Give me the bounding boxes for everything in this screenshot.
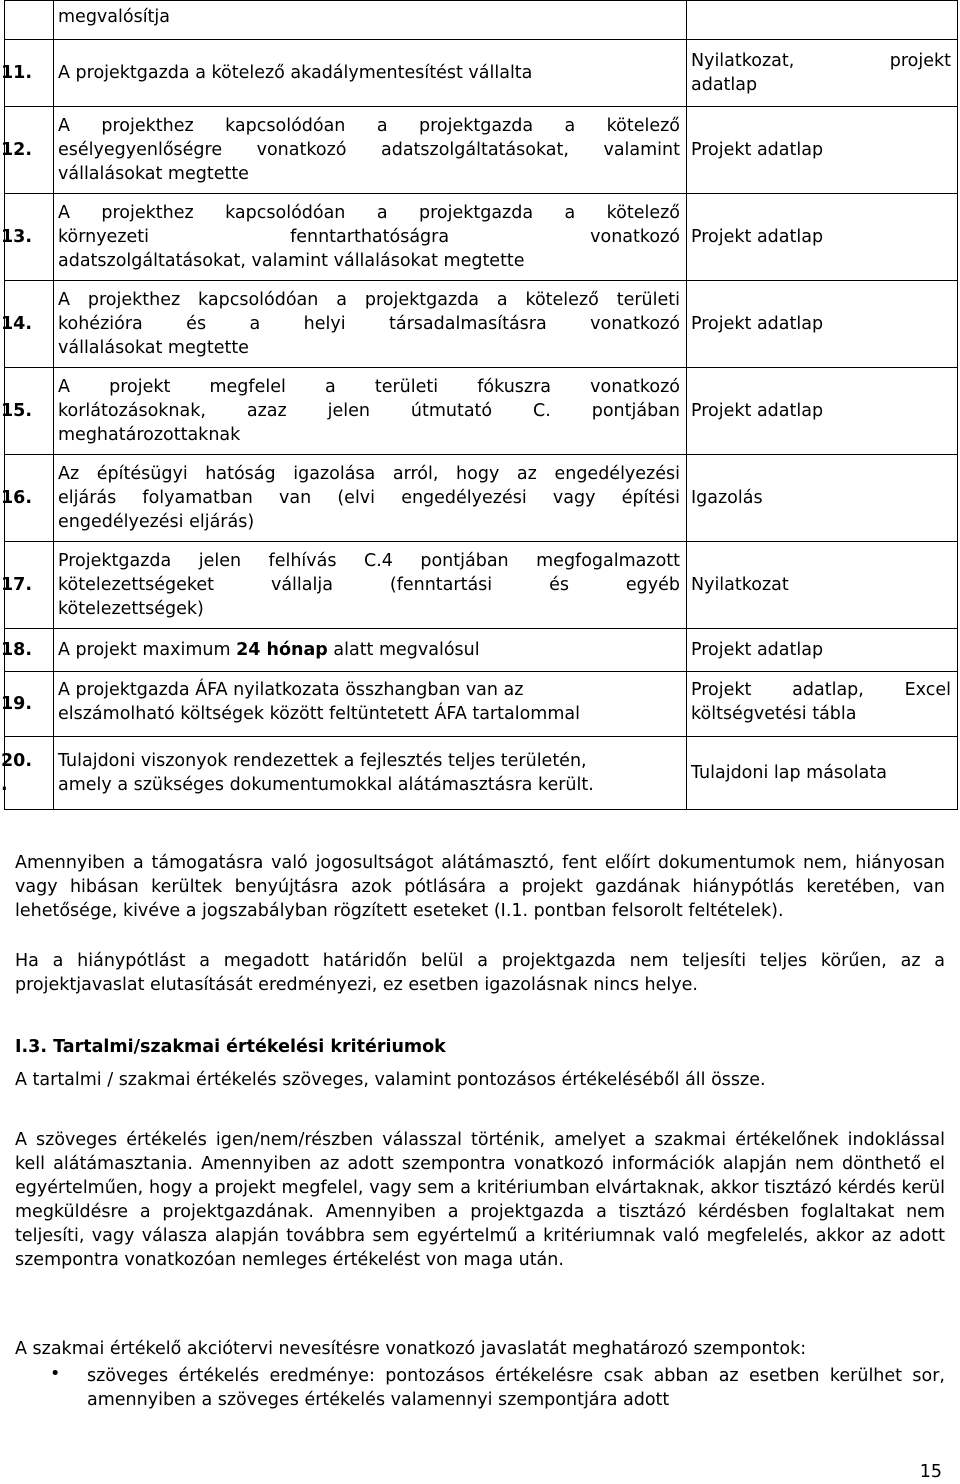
row-number: 13. xyxy=(5,194,54,281)
row-number: 12. xyxy=(5,107,54,194)
paragraph-text-evaluation: A szöveges értékelés igen/nem/részben válasszal történik, amelyet a szakmai értékelőnek indoklással kell alátámasztania. Amennyiben az adott szempontra vonatkozó információk alapján nem dönthető el egyértelműen, hogy a projekt megfelel, vagy sem a kritériumban elvártaknak, akkor tisztázó kérdés kerül megküldésre a projektgazdának. Amennyiben a projektgazda a tisztázó kérdésben foglaltakat nem teljesíti, vagy válasza alapján továbbra sem egyértelmű a kritériumnak való megfelelés, akkor az adott szempontra vonatkozóan nemleges értékelést von maga után. xyxy=(15,1130,945,1270)
row-document: Nyilatkozat xyxy=(687,542,958,629)
row-document: Projekt adatlap xyxy=(687,629,958,672)
row-number: 14. xyxy=(5,281,54,368)
row-document: Projekt adatlap, Excel költségvetési tábla xyxy=(687,672,958,737)
row-description: A projekthez kapcsolódóan a projektgazda a kötelező környezeti fenntarthatóságra vonatkozó adatszolgáltatásokat, valamint vállalásokat megtette xyxy=(54,194,687,281)
table-row xyxy=(5,368,958,455)
row-document: Projekt adatlap xyxy=(687,107,958,194)
row-number: 11. xyxy=(5,40,54,107)
section-heading: I.3. Tartalmi/szakmai értékelési kritériumok xyxy=(15,1037,446,1057)
page-number: 15 xyxy=(919,1462,942,1482)
paragraph-missing-documents: Amennyiben a támogatásra való jogosultságot alátámasztó, fent előírt dokumentumok nem, hiányosan vagy hibásan kerültek benyújtásra azok pótlására a projekt gazdának hiánypótlás keretében, van lehetősége, kivéve a jogszabályban rögzített eseteket (I.1. pontban felsorolt feltételek). xyxy=(15,853,945,921)
table-row xyxy=(5,194,958,281)
row-description: Tulajdoni viszonyok rendezettek a fejlesztés teljes területén, amely a szükséges dokumentumokkal alátámasztásra került. xyxy=(54,737,687,810)
table-row xyxy=(5,1,958,40)
paragraph-deadline: Ha a hiánypótlást a megadott határidőn belül a projektgazda nem teljesíti teljes körűen, az a projektjavaslat elutasítását eredményezi, ez esetben igazolásnak nincs helye. xyxy=(15,951,945,995)
row-number: 20. . xyxy=(5,737,54,810)
table-row xyxy=(5,629,958,672)
table-row xyxy=(5,107,958,194)
row-number: 17. xyxy=(5,542,54,629)
row-document: Projekt adatlap xyxy=(687,194,958,281)
row-document: Projekt adatlap xyxy=(687,281,958,368)
table-row xyxy=(5,737,958,810)
row-document: Projekt adatlap xyxy=(687,368,958,455)
row-number: 15. xyxy=(5,368,54,455)
row-description: A projekthez kapcsolódóan a projektgazda a kötelező esélyegyenlőségre vonatkozó adatszolgáltatásokat, valamint vállalásokat megtette xyxy=(54,107,687,194)
row-description: A projekt maximum 24 hónap alatt megvalósul xyxy=(54,629,687,672)
row-document: Igazolás xyxy=(687,455,958,542)
table-row xyxy=(5,672,958,737)
row-description: A projektgazda a kötelező akadálymentesítést vállalta xyxy=(54,40,687,107)
table-row xyxy=(5,281,958,368)
row-description: A projektgazda ÁFA nyilatkozata összhangban van az elszámolható költségek között feltüntetett ÁFA tartalommal xyxy=(54,672,687,737)
bullet-item: szöveges értékelés eredménye: pontozásos értékelésre csak abban az esetben kerülhet sor, amennyiben a szöveges értékelés valamennyi szempontjára adott xyxy=(87,1366,945,1410)
table-row xyxy=(5,40,958,107)
row-description: A projekthez kapcsolódóan a projektgazda a kötelező területi kohézióra és a helyi társadalmasításra vonatkozó vállalásokat megtette xyxy=(54,281,687,368)
row-description: Projektgazda jelen felhívás C.4 pontjában megfogalmazott kötelezettségeket vállalja (fenntartási és egyéb kötelezettségek) xyxy=(54,542,687,629)
row-number: 18. xyxy=(5,629,54,672)
row-number: 16. xyxy=(5,455,54,542)
row-description: A projekt megfelel a területi fókuszra vonatkozó korlátozásoknak, azaz jelen útmutató C. pontjában meghatározottaknak xyxy=(54,368,687,455)
paragraph-evaluation-structure: A tartalmi / szakmai értékelés szöveges, valamint pontozásos értékeléséből áll össze. xyxy=(15,1070,766,1090)
row-document: Tulajdoni lap másolata xyxy=(687,737,958,810)
row-number: 19. xyxy=(5,672,54,737)
continuation-text: megvalósítja xyxy=(54,1,687,40)
row-document: Nyilatkozat, projekt adatlap xyxy=(687,40,958,107)
table-row xyxy=(5,542,958,629)
bullet-icon: • xyxy=(50,1364,61,1384)
paragraph-criteria-intro: A szakmai értékelő akciótervi nevesítésre vonatkozó javaslatát meghatározó szempontok: xyxy=(15,1339,807,1359)
table-row xyxy=(5,455,958,542)
row-description: Az építésügyi hatóság igazolása arról, hogy az engedélyezési eljárás folyamatban van (elvi engedélyezési vagy építési engedélyezési eljárás) xyxy=(54,455,687,542)
criteria-table xyxy=(1,0,958,810)
